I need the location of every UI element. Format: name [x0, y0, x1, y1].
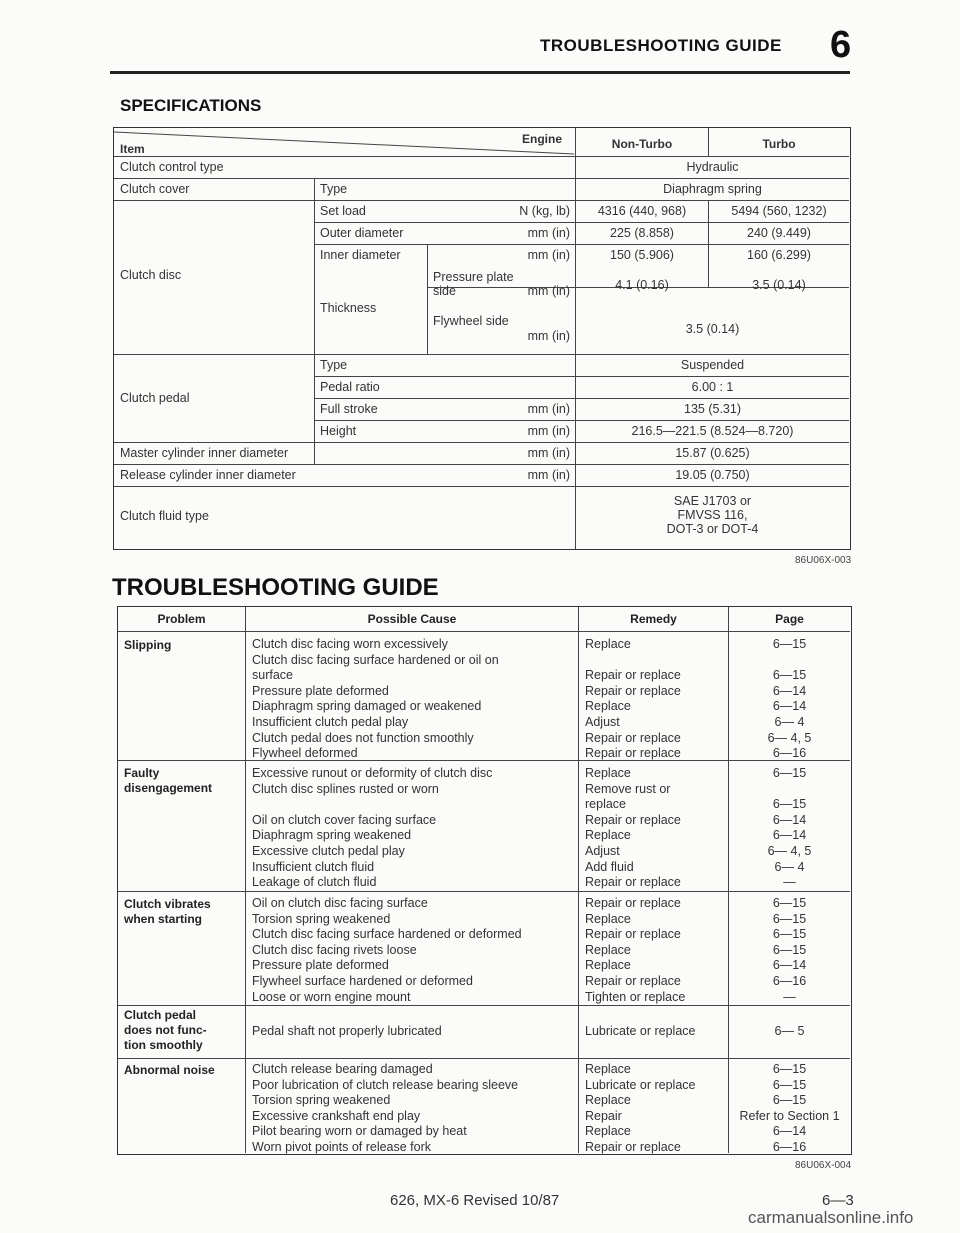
specifications-heading: SPECIFICATIONS: [120, 96, 262, 115]
remedies-pedal-not-smooth: Lubricate or replace: [585, 1024, 696, 1038]
inner-diameter-non-turbo: 150 (5.906): [610, 248, 674, 262]
header-title: TROUBLESHOOTING GUIDE: [540, 36, 782, 55]
pressure-plate-turbo: 3.5 (0.14): [752, 278, 806, 292]
fluid-type-value-3: DOT-3 or DOT-4: [666, 522, 759, 536]
divider: [314, 398, 849, 399]
set-load-label: Set load: [320, 204, 366, 218]
divider: [118, 1058, 850, 1059]
divider: [114, 178, 849, 179]
divider: [114, 354, 849, 355]
disc-label: Clutch disc: [120, 268, 182, 282]
specifications-table: [113, 127, 851, 550]
pages-clutch-vibrates: 6—15 6—15 6—15 6—15 6—14 6—16 —: [772, 896, 807, 1004]
set-load-turbo: 5494 (560, 1232): [731, 204, 827, 218]
header-remedy: Remedy: [630, 612, 677, 626]
height-unit: mm (in): [527, 424, 570, 438]
header-engine: Engine: [522, 132, 563, 146]
chapter-number: 6: [830, 24, 852, 66]
divider: [314, 222, 849, 223]
divider: [118, 891, 850, 892]
inner-diameter-label: Inner diameter: [320, 248, 401, 262]
divider: [114, 464, 849, 465]
divider: [314, 420, 849, 421]
inner-diameter-turbo: 160 (6.299): [747, 248, 811, 262]
pressure-plate-non-turbo: 4.1 (0.16): [615, 278, 669, 292]
fluid-type-value-2: FMVSS 116,: [677, 508, 748, 522]
full-stroke-unit: mm (in): [527, 402, 570, 416]
problem-clutch-vibrates: Clutch vibrates when starting: [124, 897, 211, 926]
figure-code: 86U06X-004: [795, 1160, 852, 1171]
outer-diameter-label: Outer diameter: [320, 226, 404, 240]
header-turbo: Turbo: [762, 137, 796, 151]
footer-revision: 626, MX-6 Revised 10/87: [390, 1192, 560, 1209]
outer-diameter-unit: mm (in): [527, 226, 570, 240]
problem-faulty-disengagement: Faulty disengagement: [124, 766, 213, 795]
outer-diameter-turbo: 240 (9.449): [747, 226, 811, 240]
pedal-type-label: Type: [320, 358, 348, 372]
pedal-type-value: Suspended: [680, 358, 745, 372]
causes-abnormal-noise: Clutch release bearing damaged Poor lubrication of clutch release bearing sleeve Torsion spring weakened Excessive crankshaft end play Pilot bearing worn or damaged by heat Worn pivot points of release fork: [252, 1062, 519, 1154]
master-cylinder-label: Master cylinder inner diameter: [120, 446, 289, 460]
release-cylinder-unit: mm (in): [527, 468, 570, 482]
causes-clutch-vibrates: Oil on clutch disc facing surface Torsion spring weakened Clutch disc facing surface hardened or deformed Clutch disc facing rivets loose Pressure plate deformed Flywheel surface hardened or deformed Loose or worn engine mount: [252, 896, 522, 1004]
watermark: carmanualsonline.info: [748, 1208, 914, 1227]
height-value: 216.5—221.5 (8.524—8.720): [631, 424, 794, 438]
divider: [245, 607, 246, 1153]
header-possible-cause: Possible Cause: [367, 612, 457, 626]
pedal-ratio-label: Pedal ratio: [320, 380, 380, 394]
pages-slipping: 6—15 6—15 6—14 6—14 6— 4 6— 4, 5 6—16: [767, 637, 812, 761]
divider: [578, 607, 579, 1153]
cover-label: Clutch cover: [120, 182, 190, 196]
divider: [114, 486, 849, 487]
release-cylinder-value: 19.05 (0.750): [675, 468, 750, 482]
fluid-type-label: Clutch fluid type: [120, 509, 209, 523]
full-stroke-value: 135 (5.31): [684, 402, 741, 416]
problem-pedal-not-smooth: Clutch pedal does not func- tion smoothly: [124, 1008, 207, 1052]
causes-faulty-disengagement: Excessive runout or deformity of clutch disc Clutch disc splines rusted or worn Oil on clutch cover facing surface Diaphragm spring weakened Excessive clutch pedal play Insufficient clutch fluid Leakage of clutch fluid: [252, 766, 493, 890]
pressure-plate-label: Pressure plate: [433, 270, 514, 284]
control-type-label: Clutch control type: [120, 160, 224, 174]
cover-type-value: Diaphragm spring: [663, 182, 762, 196]
thickness-label: Thickness: [320, 301, 377, 315]
release-cylinder-label: Release cylinder inner diameter: [120, 468, 296, 482]
master-cylinder-unit: mm (in): [527, 446, 570, 460]
full-stroke-label: Full stroke: [320, 402, 378, 416]
outer-diameter-non-turbo: 225 (8.858): [610, 226, 674, 240]
divider: [314, 244, 849, 245]
fluid-type-value-1: SAE J1703 or: [673, 494, 752, 508]
divider: [118, 631, 850, 632]
pressure-plate-unit: mm (in): [527, 284, 570, 298]
set-load-non-turbo: 4316 (440, 968): [597, 204, 687, 218]
master-cylinder-value: 15.87 (0.625): [675, 446, 750, 460]
pedal-ratio-value: 6.00 : 1: [691, 380, 734, 394]
causes-pedal-not-smooth: Pedal shaft not properly lubricated: [252, 1024, 442, 1038]
troubleshooting-table: [117, 606, 852, 1155]
pages-faulty-disengagement: 6—15 6—15 6—14 6—14 6— 4, 5 6— 4 —: [767, 766, 812, 890]
pedal-label: Clutch pedal: [120, 391, 190, 405]
header-non-turbo: Non-Turbo: [611, 137, 673, 151]
causes-slipping: Clutch disc facing worn excessively Clutch disc facing surface hardened or oil on surface Pressure plate deformed Diaphragm spring damaged or weakened Insufficient clutch pedal play Clutch pedal does not function smoothly Flywheel deformed: [252, 637, 499, 761]
divider: [708, 128, 709, 156]
flywheel-side-value: 3.5 (0.14): [685, 322, 740, 336]
divider: [114, 442, 849, 443]
header-page: Page: [775, 612, 804, 626]
page-number: 6—3: [822, 1192, 854, 1209]
remedies-slipping: Replace Repair or replace Repair or replace Replace Adjust Repair or replace Repair or replace: [585, 637, 681, 761]
divider: [114, 200, 849, 201]
divider: [314, 376, 849, 377]
divider: [114, 156, 849, 157]
remedies-clutch-vibrates: Repair or replace Replace Repair or replace Replace Replace Repair or replace Tighten or replace: [585, 896, 686, 1004]
flywheel-side-unit: mm (in): [527, 329, 570, 343]
header-item: Item: [120, 142, 145, 156]
pages-abnormal-noise: 6—15 6—15 6—15 Refer to Section 1 6—14 6—16: [739, 1062, 840, 1154]
header-diagonal: [114, 128, 574, 156]
cover-type-label: Type: [320, 182, 348, 196]
remedies-faulty-disengagement: Replace Remove rust or replace Repair or replace Replace Adjust Add fluid Repair or replace: [585, 766, 681, 890]
problem-slipping: Slipping: [124, 638, 172, 652]
problem-abnormal-noise: Abnormal noise: [124, 1063, 215, 1077]
divider: [427, 245, 428, 355]
header-rule: [110, 71, 850, 74]
pages-pedal-not-smooth: 6— 5: [774, 1024, 805, 1038]
control-type-value: Hydraulic: [686, 160, 739, 174]
inner-diameter-unit: mm (in): [527, 248, 570, 262]
pressure-plate-side: side: [433, 284, 456, 298]
figure-code: 86U06X-003: [795, 555, 852, 566]
set-load-unit: N (kg, lb): [519, 204, 570, 218]
troubleshooting-heading: TROUBLESHOOTING GUIDE: [112, 574, 439, 601]
header-problem: Problem: [157, 612, 206, 626]
height-label: Height: [320, 424, 357, 438]
remedies-abnormal-noise: Replace Lubricate or replace Replace Repair Replace Repair or replace: [585, 1062, 696, 1154]
flywheel-side-label: Flywheel side: [433, 314, 509, 328]
